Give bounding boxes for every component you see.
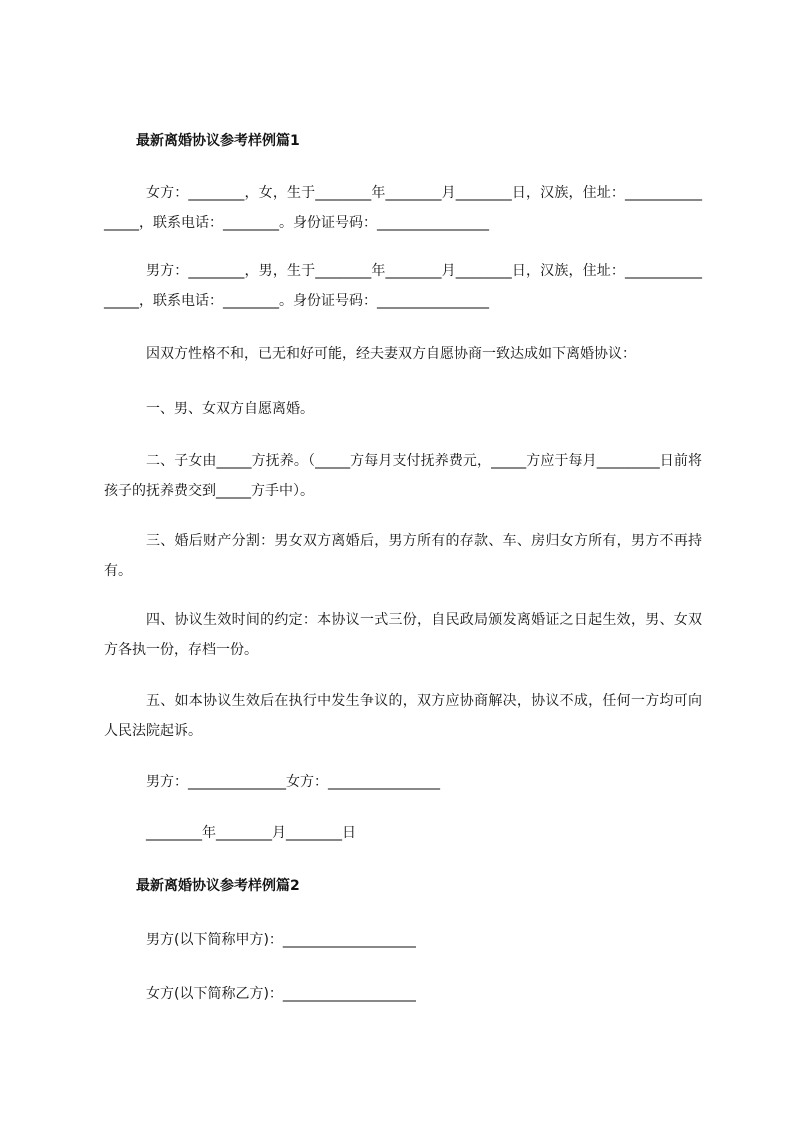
signature-line: 男方：______________女方：________________ [146,774,440,790]
heading-sample-1: 最新离婚协议参考样例篇1 [136,133,300,149]
clause-5: 五、如本协议生效后在执行中发生争议的，双方应协商解决，协议不成，任何一方均可向人民法院起诉。 [104,693,702,739]
agreement-intro: 因双方性格不和，已无和好可能，经夫妻双方自愿协商一致达成如下离婚协议： [146,346,636,362]
clause-3: 三、婚后财产分割：男女双方离婚后，男方所有的存款、车、房归女方所有，男方不再持有。 [104,533,702,579]
female-party-info: 女方：________，女，生于________年________月________日，汉族，住址：________________，联系电话：________。身份证号码：________________ [104,185,702,231]
clause-4: 四、协议生效时间的约定：本协议一式三份，自民政局颁发离婚证之日起生效，男、女双方各执一份，存档一份。 [104,612,702,658]
clause-1: 一、男、女双方自愿离婚。 [146,401,314,417]
male-party-info: 男方：________，男，生于________年________月________日，汉族，住址：________________，联系电话：________。身份证号码：________________ [104,263,702,309]
date-line: ________年________月________日 [146,825,356,841]
party-a-line: 男方(以下简称甲方)：___________________ [146,932,416,948]
party-b-line: 女方(以下简称乙方)：___________________ [146,986,416,1002]
clause-2: 二、子女由_____方抚养。（_____方每月支付抚养费元，_____方应于每月_________日前将孩子的抚养费交到_____方手中）。 [104,453,702,499]
heading-sample-2: 最新离婚协议参考样例篇2 [136,878,300,894]
